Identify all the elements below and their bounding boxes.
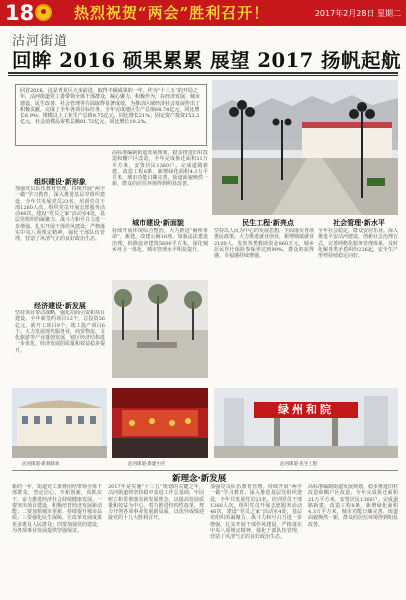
lead-paragraph: 回首2016，这是青龙区大步前进、取得丰硕成果的一年。作为“十三五”的开局之年，沽河街道党工委带领全体干部群众，凝心聚力，积极作为，在经济发展、城市建设、民生改善、社会管理等方面取得显著成效，为推动区域经济社会发展作出了积极贡献，完成了全年各项目标任务。全年完成地区生产总值64.74亿元，同比增长6.9%；规模以上工业生产总值8.75亿元，同比增长21%；固定资产投资153.2亿元，社会消费品零售总额81.72亿元，同比增长10.2%。 [15, 84, 207, 146]
page-headline: 回眸 2016 硕果累累 展望 2017 扬帆起航 [12, 49, 401, 72]
subhead-city: 城市建设·新面貌 [132, 219, 184, 227]
gate-photo-caption: 沽河街道·民生工程 [280, 462, 318, 467]
section-divider [12, 470, 398, 471]
page-number: 18 [5, 1, 35, 25]
issue-date: 2017年2月28日 星期二 [314, 9, 401, 18]
building-photo [12, 388, 107, 458]
building-photo-caption: 沽河街道·新春联欢 [22, 462, 60, 467]
masthead [0, 0, 406, 26]
column1-text-a: 加强党员队伍教育管理。持续开展“两学一做”学习教育，深入推进基层党组织建设，全年共发展党员23名，培训党员干部1260人次，组织党员开展志愿服务活动46次，建设“党员之家”活动室4处，基层党组织的凝聚力、战斗力和号召力进一步增强。扎实开展干部作风建设，严格落实中央八项规定精神，强化干部队伍管理，营造了风清气正的良好政治生态。 [15, 186, 105, 243]
bottom-column-1: 新的一年，街道党工委将团结带领全体干部群众，坚定信心，开拓创新，真抓实干，奋力推进经济社会持续健康发展。一要突出项目建设，积极培育经济发展新动能；二要加快城市更新，持续提升城市品质；三要强化民生保障，让改革发展成果更多惠及人民群众；四要加强党的建设，为各项事业发展提供坚强保证。 [12, 484, 102, 535]
bottom-column-2: 2017年是实施“十三五”规划的关键之年，沽河街道将坚持稳中求进工作总基调，牢固树立和贯彻落实新发展理念，以提高发展质量和效益为中心，着力推进结构性改革，努力开创各项事业发展新局面，以优异成绩迎接党的十九大胜利召开。 [108, 484, 204, 522]
headline-rule-thin [8, 75, 398, 76]
column2-text-a: 高标准编制街道发展规划，稳步推进旧村改造和棚户区改造，全年完成拆迁面积21万平方米，安置居民1360户。完成道路新建、改造工程8条，新增绿化面积4.3万平方米，城市功能日臻完善，街道面貌焕然一新，群众的居住环境得到明显改善。 [112, 150, 208, 188]
subhead-livelihood: 民生工程·新亮点 [242, 219, 294, 227]
building-photo-image [12, 388, 107, 458]
column3-text-a: 坚持以人民为中心的发展思想，全面落实各项惠民政策。大力推进就业创业，新增城镇就业2100人，发放各类救助资金860万元，城乡居民医疗保险参保率达到99%，群众的获得感、幸福感持续增强。 [214, 228, 314, 260]
bottom-column-3: 加强党员队伍教育管理。持续开展“两学一做”学习教育，深入推进基层党组织建设，全年共发展党员23名，培训党员干部1260人次，组织党员开展志愿服务活动46次，建设“党员之家”活动室4处，基层党组织的凝聚力、战斗力和号召力进一步增强。扎实开展干部作风建设，严格落实中央八项规定精神，强化干部队伍管理，营造了风清气正的良好政治生态。 [210, 484, 302, 541]
subhead-new-concept: 新理念·新发展 [172, 474, 227, 484]
column4-text-a: 全年社会稳定，群众安居乐业。深入推进平安沽河建设，创新社会治理方式，完善网格化服务管理体系，及时化解各类矛盾纠纷236起，安全生产形势持续稳定向好。 [318, 228, 398, 260]
plaza-photo-image [112, 280, 208, 378]
column1-text-b: 坚持项目带动战略，强化招商引资和项目建设。全年新签约项目12个，总投资56亿元，新开工项目9个，竣工投产项目6个。大力发展现代服务业，商贸物流、文化旅游等产业蓬勃发展，辖区经济结构进一步优化，经济发展的质量和效益稳步提升。 [15, 310, 105, 354]
street-photo [212, 80, 398, 215]
plaza-photo [112, 280, 208, 378]
stage-photo-image [112, 388, 208, 458]
street-photo-image [212, 80, 398, 215]
subhead-governance: 社会管理·新水平 [333, 219, 385, 227]
stage-photo-caption: 沽河街道·新建小区 [128, 462, 166, 467]
masthead-slogan: 热烈祝贺“两会”胜利召开！ [74, 4, 270, 22]
bottom-column-4: 高标准编制街道发展规划，稳步推进旧村改造和棚户区改造，全年完成拆迁面积21万平方米，安置居民1360户。完成道路新建、改造工程8条，新增绿化面积4.3万平方米，城市功能日臻完善，街道面貌焕然一新，群众的居住环境得到明显改善。 [308, 484, 398, 528]
headline-rule [8, 72, 398, 74]
gate-photo-image [214, 388, 398, 458]
gate-photo [214, 388, 398, 458]
column2-text-b: 持续开展环境综合整治，大力推进“厕所革命”，新建、改建公厕16座。加强违法建设治理，拆除违章建筑5600平方米。深化城乡环卫一体化，城市管理水平明显提升。 [112, 228, 208, 253]
subhead-party-building: 组织建设·新形象 [34, 178, 86, 186]
subhead-economy: 经济建设·新发展 [34, 302, 86, 310]
gate-sign-text: 绿州和院 [278, 403, 334, 416]
stage-photo [112, 388, 208, 458]
national-emblem-icon [35, 4, 52, 21]
section-label: 沽河街道 [12, 34, 69, 49]
